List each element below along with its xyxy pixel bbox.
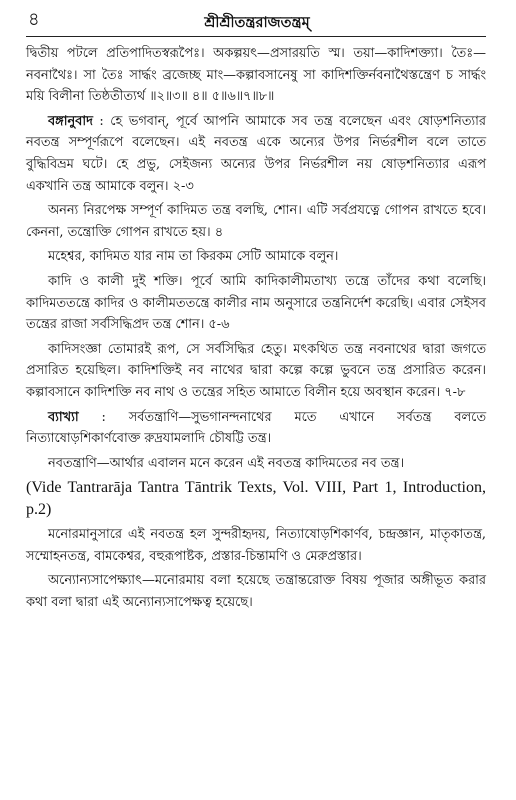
paragraph-label-explanation: ব্যাখ্যা	[48, 409, 79, 425]
running-header	[26, 10, 486, 37]
paragraph-text: : সর্বতন্ত্রাণি—সুভগানন্দনাথের মতে এখানে সর্বতন্ত্র বলতে নিত্যাষোড়শিকার্ণবোক্ত রুদ্রযামলাদি চৌষট্টি তন্ত্র।	[26, 409, 486, 447]
paragraph-text: (Vide Tantrarāja Tantra Tāntrik Texts, Vol. VIII, Part 1, Introduction, p.2)	[26, 479, 486, 519]
running-title: শ্রীশ্রীতন্ত্ররাজতন্ত্রম্	[204, 14, 310, 31]
paragraph-3	[26, 200, 486, 243]
paragraph-translation	[26, 111, 486, 197]
paragraph-text: মনোরমানুসারে এই নবতন্ত্র হল সুন্দরীহৃদয়, নিত্যাষোড়শিকার্ণব, চন্দ্রজ্ঞান, মাতৃকাতন্ত্র, সম্মোহনতন্ত্র, বামকেশ্বর, বহুরূপাষ্টক, প্রস্তার-চিন্তামণি ও মেরুপ্রস্তার।	[26, 527, 486, 564]
paragraph-text: অনন্য নিরপেক্ষ সম্পূর্ণ কাদিমত তন্ত্র বলছি, শোন। এটি সর্বপ্রযত্নে গোপন রাখতে হবে। কেননা, তন্ত্রোক্তি গোপন রাখতে হয়। ৪	[26, 203, 486, 240]
paragraph-explanation	[26, 407, 486, 450]
paragraph-11	[26, 570, 486, 613]
page-body	[26, 43, 486, 614]
paragraph-6	[26, 339, 486, 404]
paragraph-text: কাদি ও কালী দুই শক্তি। পূর্বে আমি কাদিকালীমতাখ্য তন্ত্রে তাঁদের কথা বলেছি। কাদিমততন্ত্রে কাদির ও কালীমততন্ত্রে কালীর নাম অনুসারে তন্ত্রনির্দেশ করেছি। এবার সেইসব তন্ত্রের রাজা সর্বসিদ্ধিপ্রদ তন্ত্র শোন। ৫-৬	[26, 273, 486, 333]
paragraph-5	[26, 271, 486, 336]
paragraph-text: অন্যোন্যসাপেক্ষ্যাৎ—মনোরমায় বলা হয়েছে তন্ত্রান্তরোক্ত বিষয় পূজার অঙ্গীভূত করার কথা বলা দ্বারা এই অন্যোন্যসাপেক্ষত্ব হয়েছে।	[26, 573, 486, 611]
paragraph-4	[26, 246, 486, 268]
paragraph-text: দ্বিতীয় পটলে প্রতিপাদিতস্বরূপৈঃ। অকল্পয়ৎ—প্রসারয়তি স্ম। তয়া—কাদিশক্ত্যা। তৈঃ—নবনাথৈঃ। সা তৈঃ সার্দ্ধং ব্রজেচ্ছ মাং—কল্পাবসানেষু সা কাদিশক্তির্নবনাথৈস্তন্ত্রেণ চ সার্দ্ধং ময়ি বিলীনা তিষ্ঠতীত্যর্থ ॥২॥৩॥ ৪॥ ৫॥৬॥৭॥৮॥	[26, 46, 486, 105]
paragraph-text: নবতন্ত্রাণি—আর্থার এবালন মনে করেন এই নবতন্ত্র কাদিমতের নব তন্ত্র।	[48, 455, 405, 471]
paragraph-text: : হে ভগবান্, পূর্বে আপনি আমাকে সব তন্ত্র বলেছেন এবং ষোড়শনিত্যার নবতন্ত্র সম্পূর্ণরূপে বলেছেন। এই নবতন্ত্র একে অন্যের উপর নির্ভরশীল বলে তাতে বুদ্ধিবিভ্রম ঘটে। হে প্রভু, সেইজন্য অন্যের উপর নির্ভরশীল নয় ষোড়শনিত্যার এরূপ একখানি তন্ত্র আমাকে বলুন। ২-৩	[26, 113, 486, 194]
paragraph-commentary-intro	[26, 43, 486, 108]
paragraph-english-reference	[26, 477, 486, 521]
paragraph-8	[26, 453, 486, 475]
paragraph-10	[26, 524, 486, 567]
paragraph-label-translation: বঙ্গানুবাদ	[48, 113, 93, 129]
paragraph-text: মহেশ্বর, কাদিমত যার নাম তা কিরকম সেটি আমাকে বলুন।	[48, 249, 339, 265]
page-number: ৪	[28, 9, 40, 30]
paragraph-text: কাদিসংজ্ঞা তোমারই রূপ, সে সর্বসিদ্ধির হেতু। মৎকথিত তন্ত্র নবনাথের দ্বারা জগতে প্রসারিত হয়েছিল। কাদিশক্তিই নব নাথের দ্বারা কল্পে কল্পে ভুবনে তন্ত্র প্রসারিত করেন। কল্পাবসানে কাদিশক্তি নব নাথ ও তন্ত্রের সহিত আমাতে বিলীন হয়ে অবস্থান করেন। ৭-৮	[26, 341, 486, 400]
